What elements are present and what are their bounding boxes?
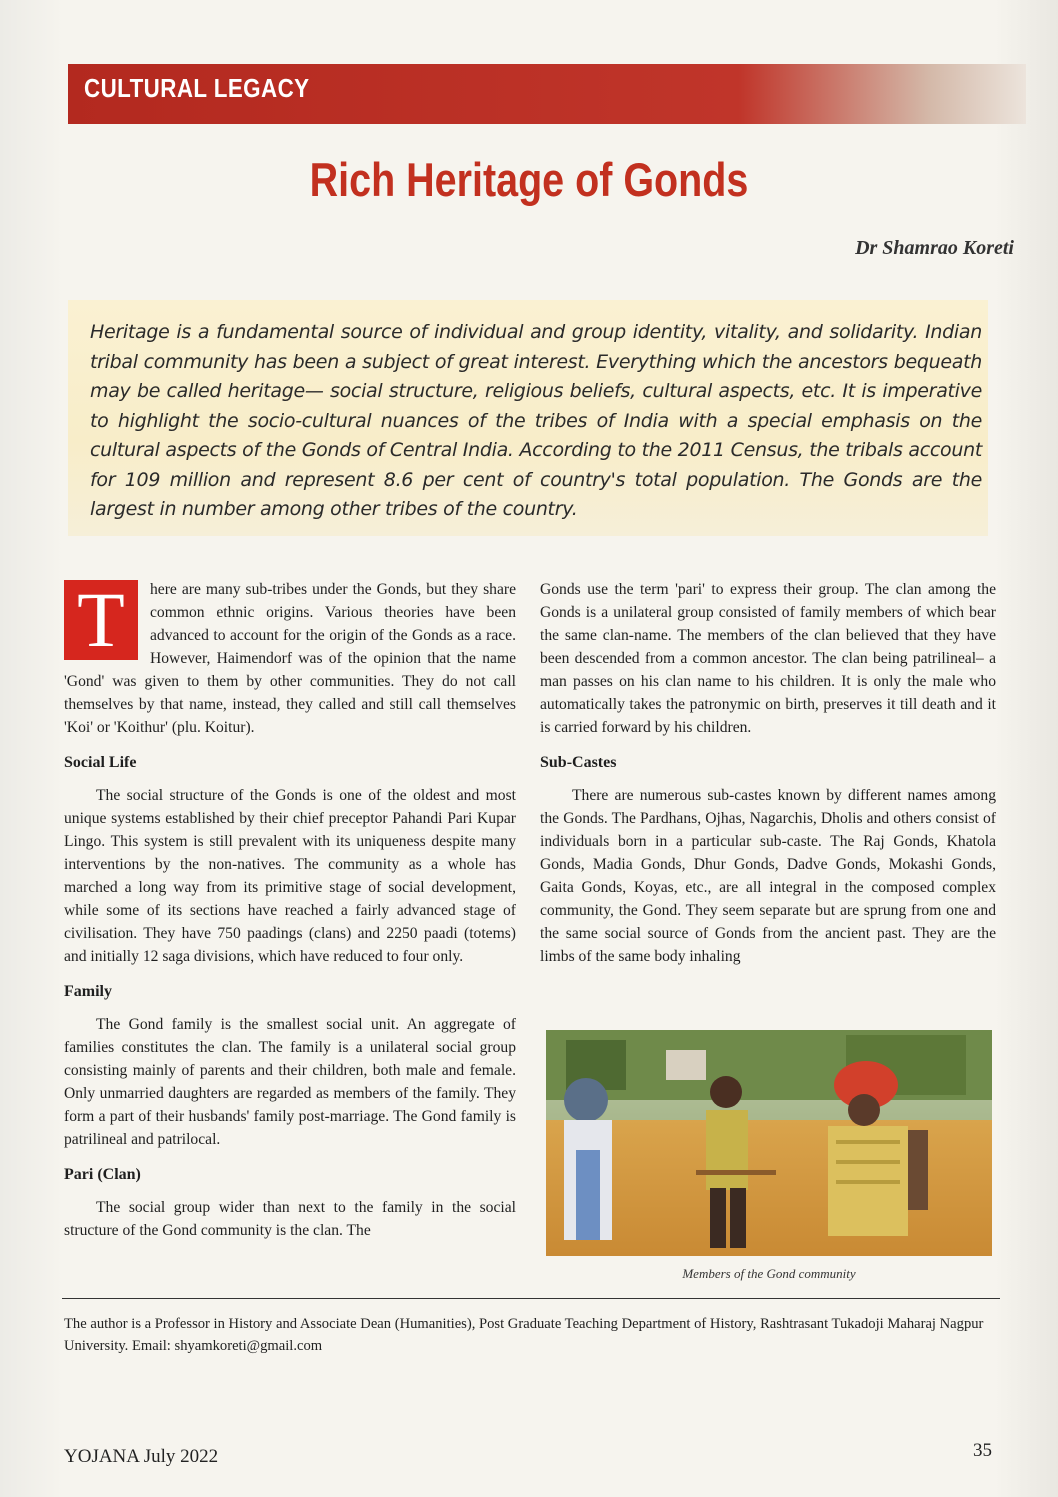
sub-castes-paragraph: There are numerous sub-castes known by different names among the Gonds. The Pardhans, Ojhas, Nagarchis, Dholis and others consist of individuals born in a particular sub-caste. The Raj Gonds, Khatola Gonds, Madia Gonds, Dhur Gonds, Dadve Gonds, Mokashi Gonds, Gaita Gonds, Koyas, etc., are all integral in the composed complex community, the Gond. They seem separate but are sprung from one and the same social source of Gonds from the ancient past. They are the limbs of the same body inhaling xyxy=(540,787,996,965)
heading-sub-castes: Sub-Castes xyxy=(540,754,617,771)
heading-family: Family xyxy=(64,983,112,1000)
intro-paragraph: here are many sub-tribes under the Gonds, but they share common ethnic origins. Various theories have been advanced to account for the origin of the Gonds as a race. However, Haimendorf was of the opinion that the name 'Gond' was given to them by other communities. They do not call themselves by that name, instead, they called and still call themselves 'Koi' or 'Koithur' (plu. Koitur). xyxy=(64,581,516,736)
social-life-paragraph: The social structure of the Gonds is one of the oldest and most unique systems established by their chief preceptor Pahandi Pari Kupar Lingo. This system is still prevalent with its uniqueness despite many interventions by the non-natives. The community as a whole has marched a long way from its primitive stage of social development, while some of its sections have reached a fairly advanced stage of civilisation. They have 750 paadings (clans) and 2250 paadi (totems) and initially 12 saga divisions, which have reduced to four only. xyxy=(64,787,516,965)
drop-cap: T xyxy=(64,580,138,660)
right-column xyxy=(540,578,996,968)
heading-social-life: Social Life xyxy=(64,754,137,771)
photo-caption: Members of the Gond community xyxy=(682,1266,856,1281)
left-column xyxy=(64,578,516,1242)
abstract-text: Heritage is a fundamental source of individual and group identity, vitality, and solidarity. Indian tribal community has been a subject of great interest. Everything which the ancestors bequeath may be called heritage— social structure, religious beliefs, cultural aspects, etc. It is imperative to highlight the socio-cultural nuances of the tribes of India with a special emphasis on the cultural aspects of the Gonds of Central India. According to the 2011 Census, the tribals account for 109 million and represent 8.6 per cent of country's total population. The Gonds are the largest in number among other tribes of the country. xyxy=(90,321,982,520)
footnote-divider xyxy=(62,1298,1000,1299)
publication-footer: YOJANA July 2022 xyxy=(64,1446,219,1467)
page-number: 35 xyxy=(973,1440,992,1461)
author-footnote: The author is a Professor in History and Associate Dean (Humanities), Post Graduate Teaching Department of History, Rashtrasant Tukadoji Maharaj Nagpur University. Email: shyamkoreti@gmail.com xyxy=(64,1316,984,1354)
pari-paragraph: The social group wider than next to the family in the social structure of the Gond community is the clan. The xyxy=(64,1199,516,1239)
author-name: Dr Shamrao Koreti xyxy=(855,237,1014,259)
section-label: CULTURAL LEGACY xyxy=(84,73,310,103)
heading-pari: Pari (Clan) xyxy=(64,1166,141,1183)
clan-paragraph: Gonds use the term 'pari' to express their group. The clan among the Gonds is a unilateral group consisted of family members of which bear the same clan-name. The members of the clan believed that they have been descended from a common ancestor. The clan being patrilineal– a man passes on his clan name to his children. It is only the male who automatically takes the patronymic on birth, preserves it till death and it is carried forward by his children. xyxy=(540,581,996,736)
article-title: Rich Heritage of Gonds xyxy=(309,153,749,206)
family-paragraph: The Gond family is the smallest social unit. An aggregate of families constitutes the clan. The family is a unilateral social group consisting mainly of parents and their children, both male and female. Only unmarried daughters are regarded as members of the family. They form a part of their husbands' family post-marriage. The Gond family is patrilineal and patrilocal. xyxy=(64,1016,516,1148)
gond-community-photo xyxy=(546,1030,992,1256)
